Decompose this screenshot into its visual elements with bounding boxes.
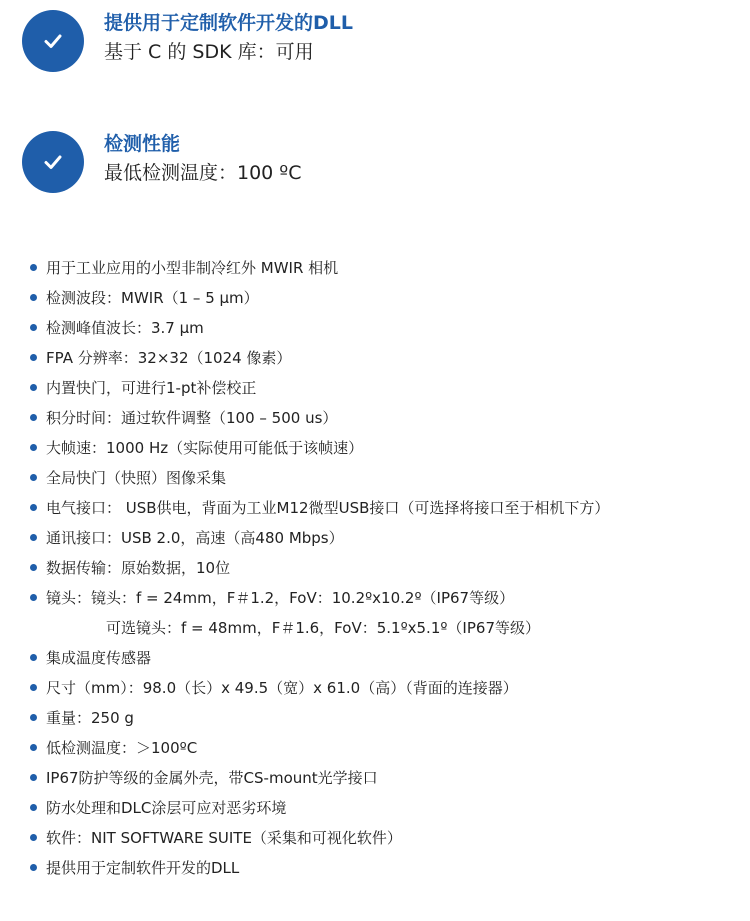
list-item: 检测波段：MWIR（1 – 5 μm） [26,283,746,313]
feature-subtitle: 最低检测温度：100 ºC [104,162,302,184]
list-item: 镜头：镜头：f = 24mm，F＃1.2，FoV：10.2ºx10.2º（IP67等级） [26,583,746,613]
list-item: 数据传输：原始数据，10位 [26,553,746,583]
bullet-icon [30,744,37,751]
feature-title: 检测性能 [104,133,181,155]
list-item: 用于工业应用的小型非制冷红外 MWIR 相机 [26,253,746,283]
feature-detection [22,131,722,197]
check-icon [40,28,66,54]
list-item: 防水处理和DLC涂层可应对恶劣环境 [26,793,746,823]
bullet-icon [30,714,37,721]
list-item: 重量：250 g [26,703,746,733]
check-icon [40,149,66,175]
list-item: 尺寸（mm）：98.0（长）x 49.5（宽）x 61.0（高）（背面的连接器） [26,673,746,703]
check-badge [22,10,84,72]
list-item: 通讯接口：USB 2.0，高速（高480 Mbps） [26,523,746,553]
bullet-icon [30,384,37,391]
bullet-icon [30,264,37,271]
bullet-icon [30,864,37,871]
list-item: 全局快门（快照）图像采集 [26,463,746,493]
list-item: 集成温度传感器 [26,643,746,673]
bullet-icon [30,834,37,841]
bullet-icon [30,354,37,361]
bullet-icon [30,594,37,601]
feature-title: 提供用于定制软件开发的DLL [104,12,353,34]
list-item: 积分时间：通过软件调整（100 – 500 us） [26,403,746,433]
list-item: 低检测温度：＞100ºC [26,733,746,763]
bullet-icon [30,444,37,451]
feature-dll [22,10,722,76]
spec-list [26,253,746,883]
list-item: IP67防护等级的金属外壳，带CS-mount光学接口 [26,763,746,793]
bullet-icon [30,804,37,811]
list-item: 电气接口： USB供电，背面为工业M12微型USB接口（可选择将接口至于相机下方） [26,493,746,523]
bullet-icon [30,294,37,301]
bullet-icon [30,324,37,331]
list-item: FPA 分辨率：32×32（1024 像素） [26,343,746,373]
list-item: 提供用于定制软件开发的DLL [26,853,746,883]
bullet-icon [30,474,37,481]
bullet-icon [30,534,37,541]
check-badge [22,131,84,193]
list-item: 检测峰值波长：3.7 μm [26,313,746,343]
bullet-icon [30,774,37,781]
list-item: 大帧速：1000 Hz（实际使用可能低于该帧速） [26,433,746,463]
list-item: 内置快门，可进行1-pt补偿校正 [26,373,746,403]
list-item: 软件：NIT SOFTWARE SUITE（采集和可视化软件） [26,823,746,853]
bullet-icon [30,684,37,691]
bullet-icon [30,654,37,661]
bullet-icon [30,414,37,421]
list-item-continuation: 可选镜头：f = 48mm，F＃1.6，FoV：5.1ºx5.1º（IP67等级） [106,619,540,637]
bullet-icon [30,504,37,511]
bullet-icon [30,564,37,571]
feature-subtitle: 基于 C 的 SDK 库：可用 [104,41,314,63]
